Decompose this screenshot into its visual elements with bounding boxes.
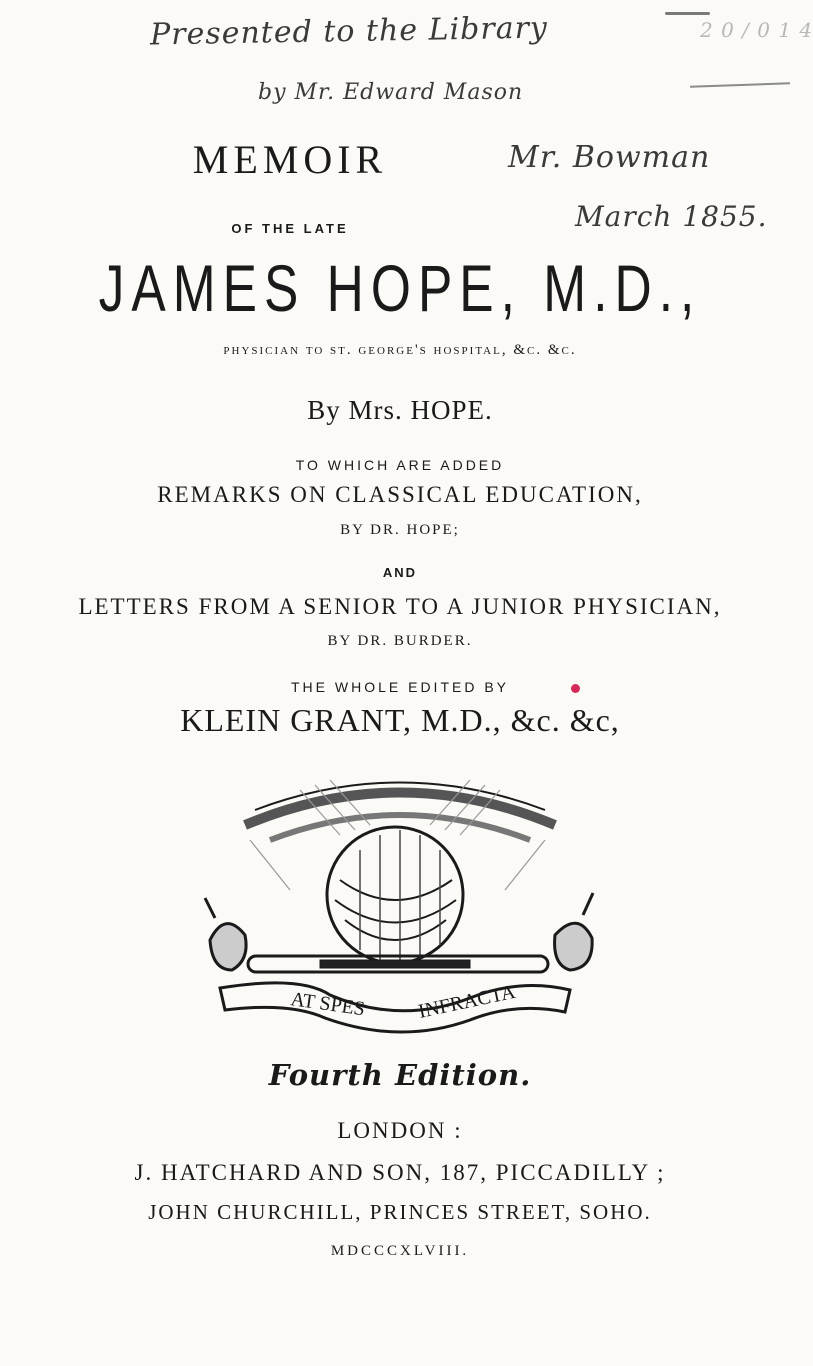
handwritten-corner-number: 2 0 / 0 1 4	[700, 18, 813, 42]
edition-statement: Fourth Edition.	[268, 1058, 532, 1092]
ink-stain-dot	[571, 684, 580, 693]
banner-right-text: INFRACTA	[416, 980, 518, 1023]
and-connector: AND	[382, 565, 418, 580]
handwritten-inscription-line1: Presented to the Library	[149, 10, 549, 53]
remarks-author: BY DR. HOPE;	[340, 522, 460, 538]
letters-author: BY DR. BURDER.	[327, 633, 473, 649]
of-the-late-label: OF THE LATE	[231, 221, 349, 236]
imprint-city: LONDON :	[337, 1118, 463, 1143]
subject-position: physician to st. george's hospital, &c. &c.	[223, 342, 577, 358]
pencil-mark-top-right	[690, 82, 790, 87]
banner-left-text: AT SPES	[289, 988, 367, 1021]
author-name-title: JAMES HOPE, M.D.,	[98, 251, 702, 325]
handwritten-right-name: Mr. Bowman	[508, 140, 711, 175]
imprint-publisher: J. HATCHARD AND SON, 187, PICCADILLY ;	[134, 1160, 666, 1185]
handwritten-date: March 1855.	[575, 200, 768, 233]
handwritten-inscription-line2: by Mr. Edward Mason	[258, 80, 524, 105]
pencil-mark-top	[665, 12, 710, 15]
whole-edited-by: THE WHOLE EDITED BY	[290, 679, 510, 695]
editor-name: KLEIN GRANT, M.D., &c. &c,	[180, 702, 620, 738]
remarks-title: REMARKS ON CLASSICAL EDUCATION,	[157, 482, 643, 507]
to-which-added: TO WHICH ARE ADDED	[295, 457, 505, 473]
imprint-year: MDCCCXLVIII.	[330, 1243, 470, 1259]
memoir-heading: MEMOIR	[192, 137, 388, 182]
author-line: By Mrs. HOPE.	[307, 395, 493, 425]
letters-title: LETTERS FROM A SENIOR TO A JUNIOR PHYSICIAN,	[78, 594, 722, 619]
imprint-copublisher: JOHN CHURCHILL, PRINCES STREET, SOHO.	[148, 1200, 652, 1224]
anchor-emblem-icon	[0, 770, 800, 1030]
